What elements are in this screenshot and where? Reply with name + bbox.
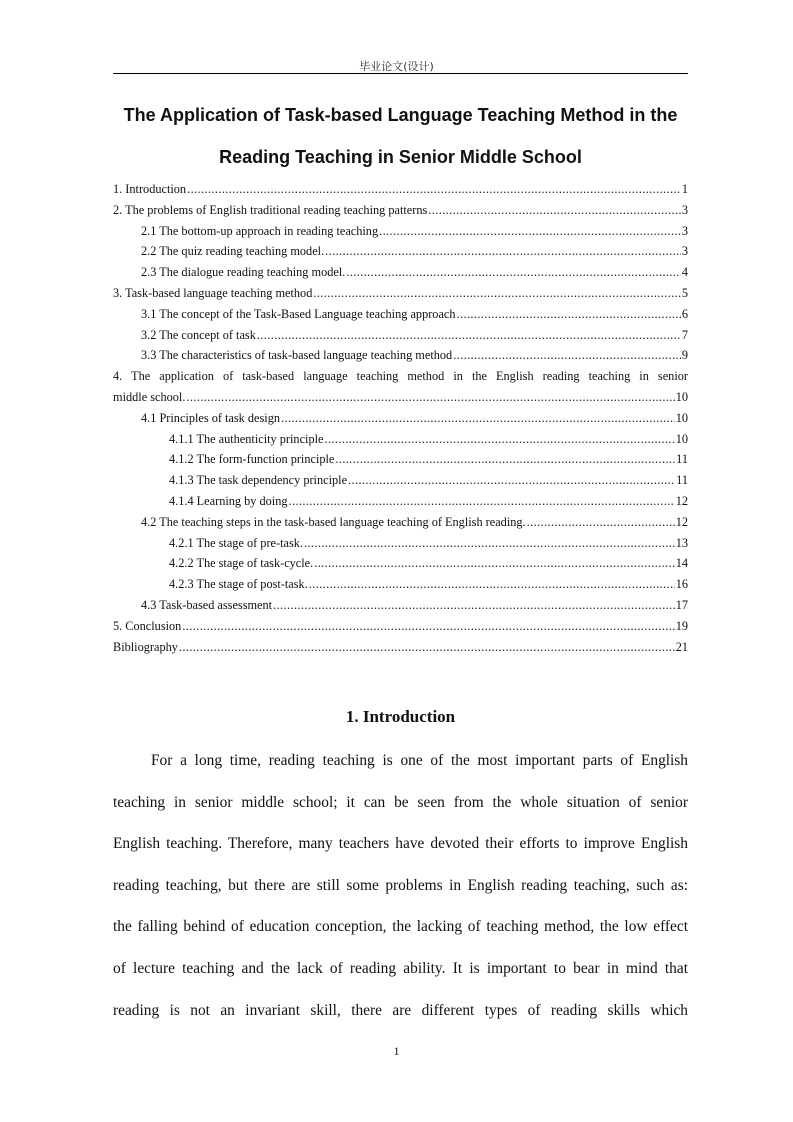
toc-entry-title: 4.1.4 Learning by doing <box>169 493 288 508</box>
section-heading: 1. Introduction <box>345 707 456 726</box>
toc-leader <box>379 221 681 242</box>
toc-leader <box>257 325 681 346</box>
toc-entry-title: 2.2 The quiz reading teaching model. <box>141 244 325 259</box>
toc-entry-4-2-3[interactable] <box>113 574 688 595</box>
toc-entry-page: 19 <box>675 618 688 633</box>
toc-entry-page: 3 <box>681 244 688 259</box>
toc-entry-3-2[interactable] <box>113 325 688 346</box>
toc-entry-2-2[interactable] <box>113 241 688 262</box>
toc-entry-4-2[interactable] <box>113 512 688 533</box>
toc-entry-conclusion[interactable] <box>113 616 688 637</box>
toc-entry-4-3[interactable] <box>113 595 688 616</box>
toc-entry-title: 3. Task-based language teaching method <box>113 285 313 300</box>
thesis-title-line-2: Reading Teaching in Senior Middle School <box>219 147 582 167</box>
toc-entry-title: 4.2.3 The stage of post-task. <box>169 577 308 592</box>
toc-entry-page: 10 <box>675 389 688 404</box>
toc-leader <box>428 200 681 221</box>
toc-leader <box>182 616 674 637</box>
toc-leader <box>348 470 675 491</box>
page-number: 1 <box>393 1044 400 1058</box>
toc-entry-4-1-3[interactable] <box>113 470 688 491</box>
toc-entry-page: 13 <box>675 535 688 550</box>
paragraph-line: reading is not an invariant skill, there are different types of reading skills which <box>113 1001 688 1019</box>
toc-entry-4-1-2[interactable] <box>113 449 688 470</box>
toc-entry-page: 10 <box>675 410 688 425</box>
toc-leader <box>313 283 680 304</box>
toc-leader <box>314 553 674 574</box>
toc-leader <box>335 449 675 470</box>
toc-entry-page: 4 <box>681 265 688 280</box>
toc-entry-4-1[interactable] <box>113 408 688 429</box>
toc-entry-page: 12 <box>675 514 688 529</box>
paragraph-line: reading teaching, but there are still some problems in English reading teaching, such as: <box>113 876 688 894</box>
toc-entry-title: 3.3 The characteristics of task-based language teaching method <box>141 348 453 363</box>
toc-entry-problems[interactable] <box>113 200 688 221</box>
toc-leader <box>273 595 675 616</box>
toc-entry-page: 11 <box>676 452 688 467</box>
toc-leader <box>281 408 675 429</box>
toc-leader <box>457 304 681 325</box>
table-of-contents <box>113 179 688 657</box>
toc-entry-title: 2.1 The bottom-up approach in reading teaching <box>141 223 379 238</box>
toc-entry-title: 2.3 The dialogue reading teaching model. <box>141 265 346 280</box>
running-header: 毕业论文(设计) <box>359 60 434 73</box>
toc-leader <box>179 637 675 658</box>
toc-entry-page: 5 <box>681 285 688 300</box>
paragraph-line: For a long time, reading teaching is one of the most important parts of English <box>151 752 688 769</box>
toc-entry-4-1-1[interactable] <box>113 429 688 450</box>
toc-entry-title: 3.2 The concept of task <box>141 327 256 342</box>
toc-entry-title: 4.2.1 The stage of pre-task. <box>169 535 303 550</box>
toc-entry-page: 16 <box>675 577 688 592</box>
toc-entry-title: 4.1.2 The form-function principle <box>169 452 335 467</box>
toc-entry-title: Bibliography <box>113 639 178 654</box>
toc-entry-page: 1 <box>681 182 688 196</box>
toc-entry-introduction[interactable] <box>113 179 688 200</box>
toc-entry-page: 21 <box>675 639 688 654</box>
toc-entry-page: 17 <box>675 597 688 612</box>
toc-entry-title: 4.1.3 The task dependency principle <box>169 473 348 488</box>
toc-entry-title: 4.1 Principles of task design <box>141 410 281 425</box>
toc-entry-title: 5. Conclusion <box>113 618 182 633</box>
toc-leader <box>325 241 681 262</box>
body-paragraph <box>113 740 688 1031</box>
toc-entry-bibliography[interactable] <box>113 637 688 658</box>
toc-entry-title: 4.2.2 The stage of task-cycle. <box>169 556 314 571</box>
paragraph-line: the falling behind of education conception, the lacking of teaching method, the low effect <box>113 918 688 936</box>
toc-leader <box>289 491 675 512</box>
toc-entry-4[interactable] <box>113 366 688 408</box>
toc-entry-title: 4.3 Task-based assessment <box>141 597 273 612</box>
toc-leader <box>304 533 675 554</box>
toc-leader <box>346 262 681 283</box>
toc-entry-title-line-1: 4. The application of task-based language teaching method in the English reading teaching in senior <box>113 369 688 384</box>
paragraph-line: teaching in senior middle school; it can be seen from the whole situation of senior <box>113 793 688 811</box>
toc-leader <box>186 387 674 408</box>
toc-entry-title: 4.2 The teaching steps in the task-based language teaching of English reading. <box>141 514 526 529</box>
toc-entry-page: 3 <box>681 202 688 217</box>
paragraph-line: English teaching. Therefore, many teachers have devoted their efforts to improve English <box>113 835 688 853</box>
toc-leader <box>527 512 675 533</box>
toc-entry-3-3[interactable] <box>113 345 688 366</box>
toc-entry-page: 12 <box>675 493 688 508</box>
toc-entry-page: 11 <box>676 473 688 488</box>
header-rule <box>113 73 688 74</box>
toc-entry-title: 2. The problems of English traditional reading teaching patterns <box>113 202 428 217</box>
toc-leader <box>453 345 681 366</box>
toc-entry-2-1[interactable] <box>113 221 688 242</box>
toc-entry-page: 7 <box>681 327 688 342</box>
toc-leader <box>324 429 674 450</box>
toc-entry-3-1[interactable] <box>113 304 688 325</box>
toc-entry-title-line-2: middle school. <box>113 389 186 404</box>
toc-leader <box>187 179 681 200</box>
toc-entry-title: 4.1.1 The authenticity principle <box>169 431 324 446</box>
toc-entry-title: 3.1 The concept of the Task-Based Language teaching approach <box>141 306 456 321</box>
toc-entry-page: 14 <box>675 556 688 571</box>
toc-entry-4-2-1[interactable] <box>113 533 688 554</box>
toc-entry-4-2-2[interactable] <box>113 553 688 574</box>
toc-leader <box>309 574 675 595</box>
toc-entry-page: 10 <box>675 431 688 446</box>
toc-entry-2-3[interactable] <box>113 262 688 283</box>
paragraph-line: of lecture teaching and the lack of reading ability. It is important to bear in mind that <box>113 959 688 977</box>
toc-entry-title: 1. Introduction <box>113 182 187 196</box>
toc-entry-page: 6 <box>681 306 688 321</box>
toc-entry-page: 9 <box>681 348 688 363</box>
toc-entry-3[interactable] <box>113 283 688 304</box>
thesis-title-line-1: The Application of Task-based Language Teaching Method in the <box>123 105 678 125</box>
toc-entry-page: 3 <box>681 223 688 238</box>
toc-entry-4-1-4[interactable] <box>113 491 688 512</box>
